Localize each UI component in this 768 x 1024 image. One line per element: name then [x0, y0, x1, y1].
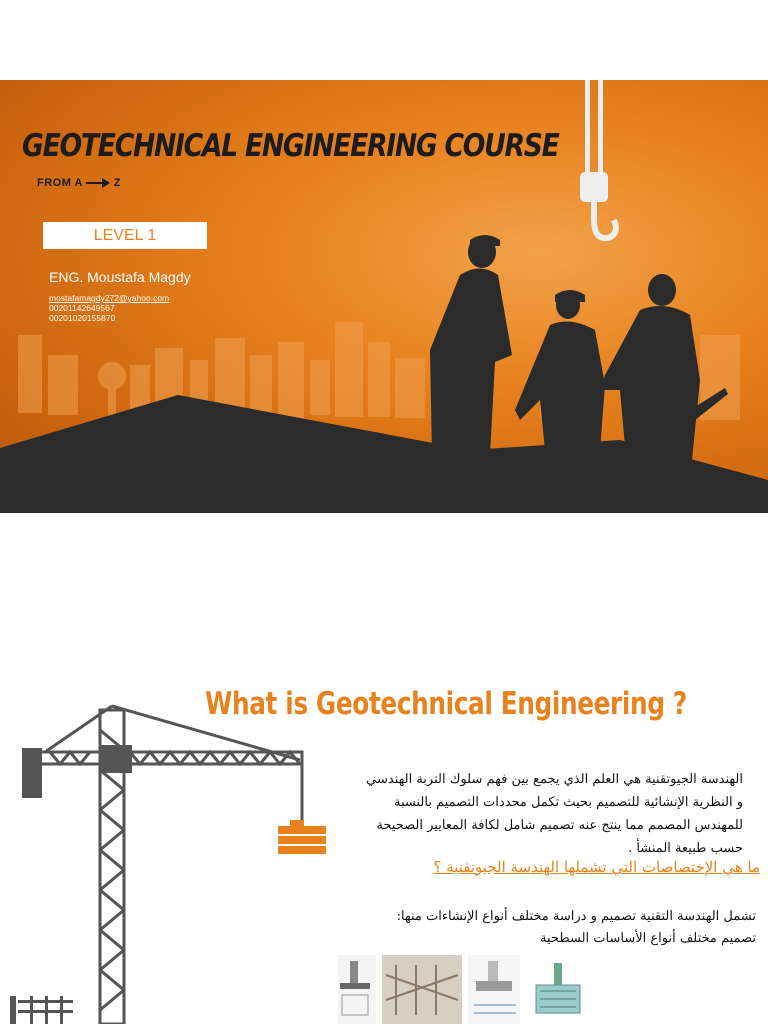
subtitle-to: Z: [113, 177, 121, 189]
workers-silhouette: [430, 235, 728, 480]
email-link[interactable]: mostafamagdy272@yahoo.com: [49, 293, 170, 303]
section-title: What is Geotechnical Engineering ?: [205, 686, 687, 722]
course-title: GEOTECHNICAL ENGINEERING COURSE: [22, 128, 559, 164]
foundation-diagram-3: [468, 955, 520, 1024]
specializations-question: ما هي الإختصاصات التي تشملها الهندسة الجيوتقنية ؟: [433, 858, 760, 876]
foundation-diagram-4: [526, 955, 594, 1024]
building-scaffold: [10, 996, 73, 1024]
subtitle-from: FROM A: [37, 177, 83, 189]
contact-info: [49, 293, 169, 323]
foundation-diagram-1: [338, 955, 376, 1024]
tower-crane-illustration: [0, 700, 330, 1024]
specializations-line-1: تشمل الهندسة التقنية تصميم و دراسة مختلف أنواع الإنشاءات منها:: [396, 909, 756, 924]
crane-hook-icon: [580, 80, 616, 238]
foundation-diagram-2: [382, 955, 462, 1024]
phone-2: 00201020155870: [49, 313, 116, 323]
title-slide: [0, 80, 768, 513]
crane-load: [278, 820, 326, 854]
definition-paragraph: الهندسة الجيوتقنية هي العلم الذي يجمع بين فهم سلوك التربة الهندسي و النظرية الإنشائية للتصميم بحيث تكمل محددات التصميم بالنسبة للمهندس المصمم مما ينتج عنه تصميم شامل لكافة المعايير الصحيحة حسب طبيعة المنشأ .: [366, 772, 743, 856]
course-subtitle: [37, 177, 121, 189]
level-badge: LEVEL 1: [43, 222, 207, 249]
phone-1: 00201142649567: [49, 303, 115, 313]
foundation-diagrams-strip: [336, 955, 596, 1024]
specializations-line-2: تصميم مختلف أنواع الأساسات السطحية: [540, 931, 756, 946]
specializations-paragraph: [396, 906, 756, 950]
arrow-right-icon: [86, 178, 110, 188]
author-name: ENG. Moustafa Magdy: [49, 269, 191, 285]
